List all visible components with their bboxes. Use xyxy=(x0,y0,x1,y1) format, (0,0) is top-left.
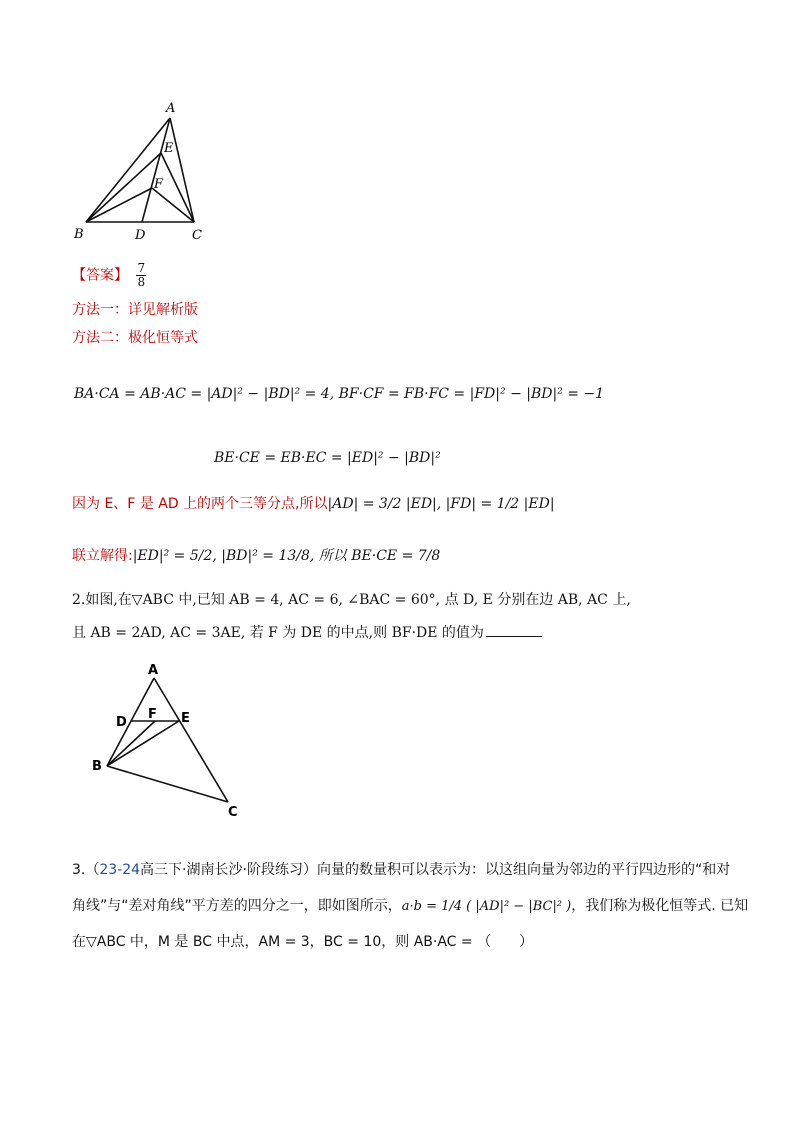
fig1-label-a: A xyxy=(166,101,176,116)
fig2-label-a: A xyxy=(148,663,159,678)
solve-line xyxy=(72,546,440,566)
fig1-label-b: B xyxy=(74,227,84,242)
q3-source-year: 23-24 xyxy=(99,862,141,878)
because-prefix: 因为 E、F 是 AD 上的两个三等分点,所以 xyxy=(72,496,328,512)
fig1-label-c: C xyxy=(192,228,202,243)
solve-relation: |ED|² = 5/2, |BD|² = 13/8, 所以 BE·CE = 7/8 xyxy=(132,548,441,564)
fig2-label-d: D xyxy=(116,715,127,730)
method-two: 方法二：极化恒等式 xyxy=(72,330,198,346)
equation-2: BE·CE = EB·EC = |ED|² − |BD|² xyxy=(214,450,441,466)
q3-line2-b: ，我们称为极化恒等式. 已知 xyxy=(571,898,749,914)
method-one: 方法一：详见解析版 xyxy=(72,302,198,318)
because-relation: |AD| = 3/2 |ED|, |FD| = 1/2 |ED| xyxy=(327,496,555,512)
q3-line2-a: 角线”与“差对角线”平方差的四分之一，即如图所示， xyxy=(72,898,402,914)
answer-line xyxy=(72,262,146,289)
figure-triangle-abc-1 xyxy=(68,96,218,246)
fig2-label-f: F xyxy=(148,707,157,722)
answer-blank xyxy=(486,622,542,637)
q3-line1 xyxy=(72,860,730,880)
answer-numerator: 7 xyxy=(137,261,146,275)
fig2-label-c: C xyxy=(228,805,238,820)
q3-line2 xyxy=(72,896,748,917)
because-line xyxy=(72,494,555,514)
answer-fraction xyxy=(136,262,146,289)
fig1-label-f: F xyxy=(154,177,164,192)
q3-line1-text: 高三下·湖南长沙·阶段练习）向量的数量积可以表示为：以这组向量为邻边的平行四边形的“和对 xyxy=(140,862,731,878)
fig2-label-e: E xyxy=(181,711,190,726)
q2-line2-text: 且 AB = 2AD, AC = 3AE, 若 F 为 DE 的中点,则 BF·DE 的值为 xyxy=(72,625,484,641)
q3-formula: a·b = 1/4 ( |AD|² − |BC|² ) xyxy=(401,899,572,914)
q3-line3: 在▽ABC 中，M 是 BC 中点，AM = 3，BC = 10，则 AB·AC = （ ） xyxy=(72,934,534,950)
q2-line1: 2.如图,在▽ABC 中,已知 AB = 4, AC = 6, ∠BAC = 60°, 点 D, E 分别在边 AB, AC 上, xyxy=(72,592,631,608)
equation-1: BA·CA = AB·AC = |AD|² − |BD|² = 4, BF·CF = FB·FC = |FD|² − |BD|² = −1 xyxy=(74,386,605,402)
answer-tag: 【答案】 xyxy=(72,267,128,284)
solve-prefix: 联立解得: xyxy=(72,548,133,564)
q2-line2 xyxy=(72,622,542,643)
fig1-label-e: E xyxy=(164,141,174,156)
figure-triangle-abc-2 xyxy=(86,660,256,820)
fig2-label-b: B xyxy=(92,759,102,774)
fig1-label-d: D xyxy=(135,228,146,243)
q3-number: 3.（ xyxy=(72,862,100,878)
answer-denominator: 8 xyxy=(137,275,146,289)
